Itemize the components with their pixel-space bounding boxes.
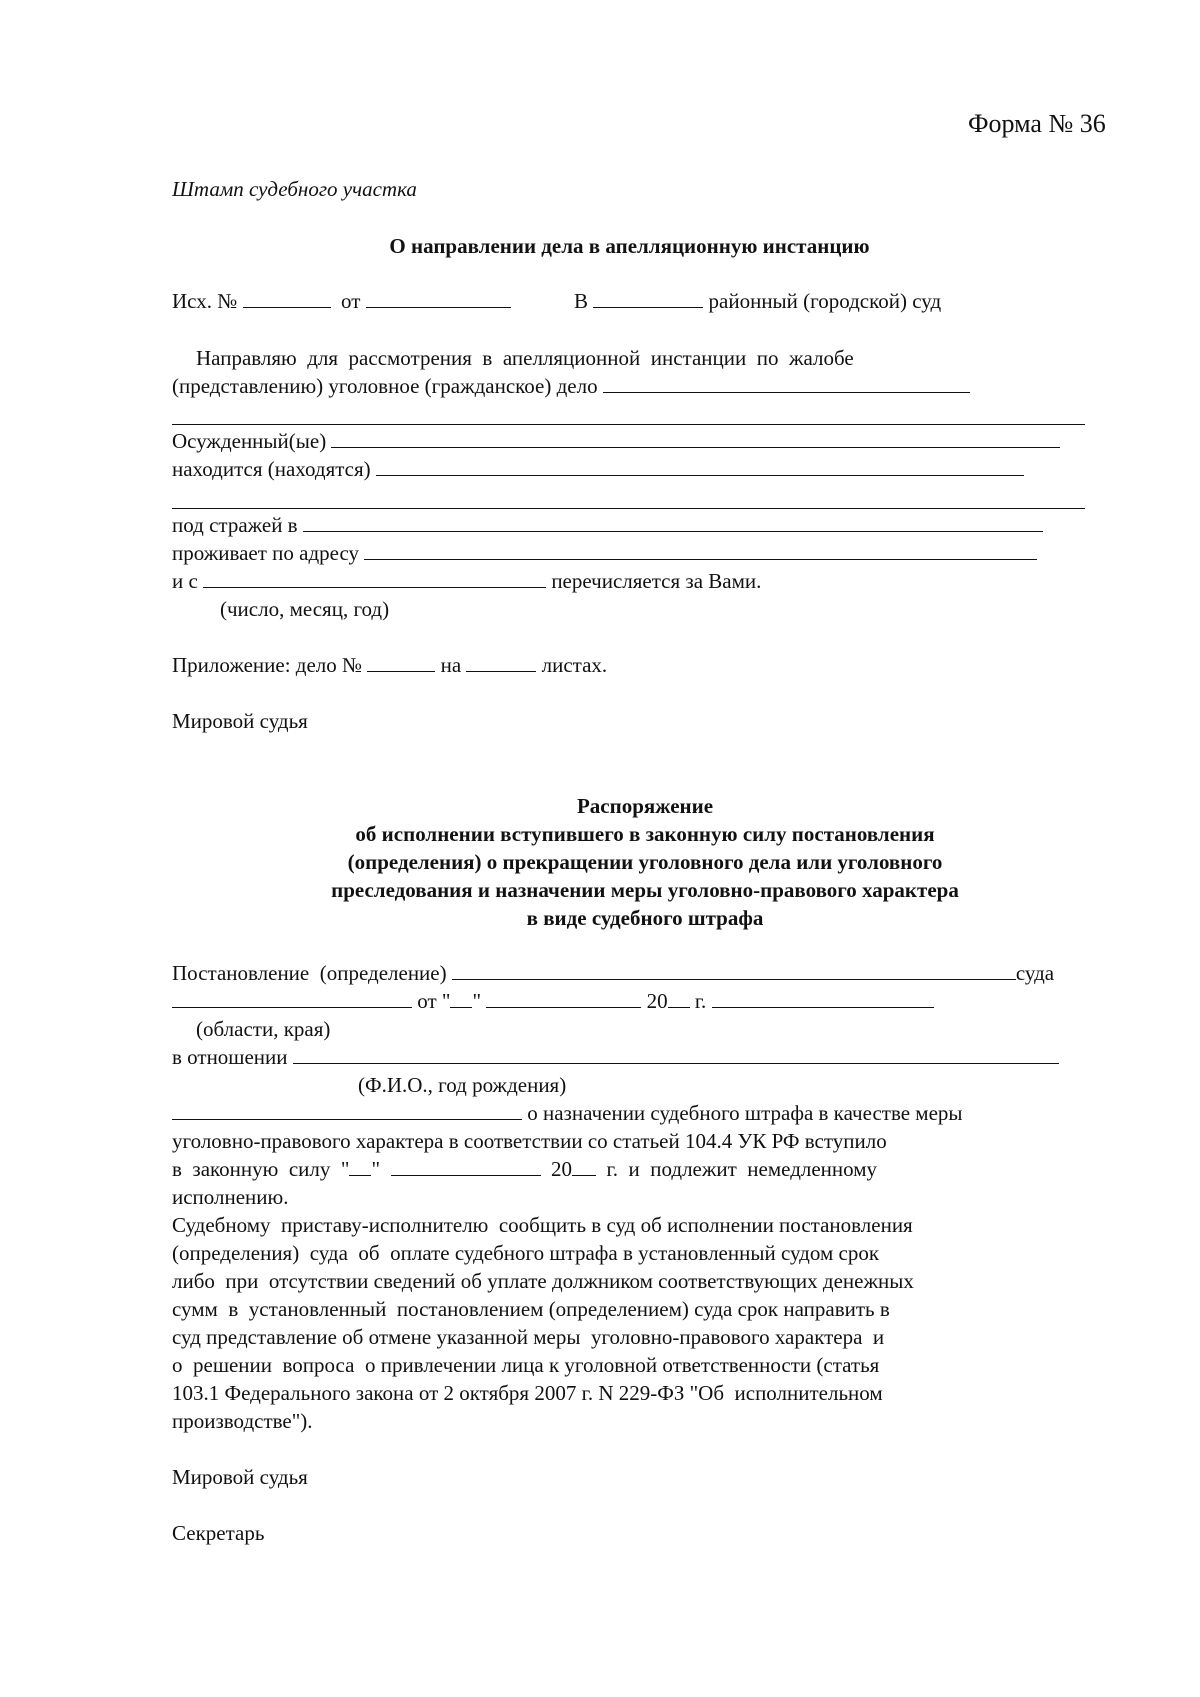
order-paragraph-line-7: 103.1 Федерального закона от 2 октября 2007 г. N 229-ФЗ "Об исполнительном bbox=[172, 1381, 883, 1405]
date-from-label: от " bbox=[417, 989, 451, 1013]
to-label: В bbox=[574, 289, 589, 313]
case-number-blank bbox=[712, 989, 934, 1008]
force-day-blank bbox=[349, 1157, 371, 1176]
person-blank bbox=[293, 1045, 1059, 1064]
outgoing-number-blank bbox=[243, 289, 331, 308]
fine-line bbox=[172, 1100, 963, 1126]
force-month-blank bbox=[391, 1157, 541, 1176]
on-label: на bbox=[440, 653, 462, 677]
region-blank bbox=[172, 989, 412, 1008]
convicted-blank bbox=[331, 429, 1060, 448]
order-paragraph-line-8: производстве"). bbox=[172, 1409, 313, 1433]
order-signature-judge: Мировой судья bbox=[172, 1465, 308, 1489]
case-label: (представлению) уголовное (гражданское) дело bbox=[172, 374, 598, 398]
year-prefix: 20 bbox=[646, 989, 668, 1013]
located-continuation-line bbox=[172, 508, 1085, 509]
order-paragraph-line-5: суд представление об отмене указанной меры уголовно-правового характера и bbox=[172, 1325, 885, 1349]
offense-blank bbox=[172, 1101, 522, 1120]
force-suffix: г. и подлежит немедленному bbox=[606, 1157, 878, 1181]
decision-line bbox=[172, 960, 1054, 986]
attachment-line bbox=[172, 652, 607, 678]
form-number: Форма № 36 bbox=[968, 109, 1106, 138]
from-label: от bbox=[341, 289, 361, 313]
address-blank bbox=[364, 541, 1037, 560]
transfer-line bbox=[172, 568, 761, 594]
letter-body-line-2 bbox=[172, 373, 970, 399]
order-signature-secretary: Секретарь bbox=[172, 1521, 265, 1545]
attachment-label: Приложение: дело № bbox=[172, 653, 363, 677]
located-line bbox=[172, 456, 1024, 482]
date-quote-close: " bbox=[472, 989, 482, 1013]
address-line bbox=[172, 540, 1037, 566]
fio-hint: (Ф.И.О., год рождения) bbox=[358, 1073, 567, 1097]
outgoing-number-line bbox=[172, 288, 511, 314]
order-title-line-4: преследования и назначении меры уголовно-правового характера bbox=[331, 878, 959, 902]
court-label: районный (городской) суд bbox=[708, 289, 942, 313]
address-label: проживает по адресу bbox=[172, 541, 360, 565]
regarding-label: в отношении bbox=[172, 1045, 288, 1069]
decision-label: Постановление (определение) bbox=[172, 961, 447, 985]
transfer-date-blank bbox=[203, 569, 546, 588]
year-blank bbox=[668, 989, 690, 1008]
sheets-label: листах. bbox=[541, 653, 608, 677]
custody-line bbox=[172, 512, 1043, 538]
court-name-blank bbox=[593, 289, 703, 308]
execution-word: исполнению. bbox=[172, 1185, 289, 1209]
recipient-court-line bbox=[574, 288, 941, 314]
custody-blank bbox=[303, 513, 1043, 532]
order-paragraph-line-3: либо при отсутствии сведений об уплате должником соответствующих денежных bbox=[172, 1269, 914, 1293]
order-title-line-3: (определения) о прекращении уголовного дела или уголовного bbox=[347, 850, 943, 874]
outgoing-date-blank bbox=[366, 289, 511, 308]
day-blank bbox=[450, 989, 472, 1008]
force-year-prefix: 20 bbox=[551, 1157, 573, 1181]
custody-label: под стражей в bbox=[172, 513, 298, 537]
letter-signature: Мировой судья bbox=[172, 709, 308, 733]
force-prefix: в законную силу " bbox=[172, 1157, 350, 1181]
case-blank bbox=[603, 374, 970, 393]
month-blank bbox=[486, 989, 641, 1008]
year-suffix: г. bbox=[694, 989, 707, 1013]
order-paragraph-line-6: о решении вопроса о привлечении лица к уголовной ответственности (статья bbox=[172, 1353, 880, 1377]
order-title-line-5: в виде судебного штрафа bbox=[526, 906, 764, 930]
order-paragraph-line-1: Судебному приставу-исполнителю сообщить в суд об исполнении постановления bbox=[172, 1213, 913, 1237]
attachment-case-blank bbox=[367, 653, 435, 672]
located-blank bbox=[376, 457, 1024, 476]
decision-date-line bbox=[172, 988, 934, 1014]
court-stamp-label: Штамп судебного участка bbox=[172, 177, 417, 201]
transferred-text: перечисляется за Вами. bbox=[551, 569, 762, 593]
outgoing-number-label: Исх. № bbox=[172, 289, 238, 313]
article-line: уголовно-правового характера в соответствии со статьей 104.4 УК РФ вступило bbox=[172, 1129, 887, 1153]
court-name-blank bbox=[452, 961, 1016, 980]
located-label: находится (находятся) bbox=[172, 457, 371, 481]
order-paragraph-line-2: (определения) суда об оплате судебного штрафа в установленный судом срок bbox=[172, 1241, 880, 1265]
order-paragraph-line-4: сумм в установленный постановлением (определением) суда срок направить в bbox=[172, 1297, 890, 1321]
region-hint: (области, края) bbox=[196, 1017, 331, 1041]
force-year-blank bbox=[572, 1157, 596, 1176]
fine-text: о назначении судебного штрафа в качестве меры bbox=[527, 1101, 963, 1125]
letter-body-line-1: Направляю для рассмотрения в апелляционной инстанции по жалобе bbox=[196, 346, 854, 370]
and-from-label: и с bbox=[172, 569, 198, 593]
order-title-line-2: об исполнении вступившего в законную силу постановления bbox=[355, 822, 935, 846]
case-continuation-line bbox=[172, 424, 1085, 425]
entry-into-force-line: в законную силу " " 20 г. и подлежит немедленному bbox=[172, 1157, 878, 1181]
regarding-line bbox=[172, 1044, 1059, 1070]
letter-title: О направлении дела в апелляционную инстанцию bbox=[389, 234, 870, 258]
convicted-label: Осужденный(ые) bbox=[172, 429, 327, 453]
court-word: суда bbox=[1015, 961, 1055, 985]
convicted-line bbox=[172, 428, 1060, 454]
date-hint: (число, месяц, год) bbox=[220, 597, 390, 621]
sheets-count-blank bbox=[466, 653, 536, 672]
order-title-line-1: Распоряжение bbox=[576, 794, 714, 818]
